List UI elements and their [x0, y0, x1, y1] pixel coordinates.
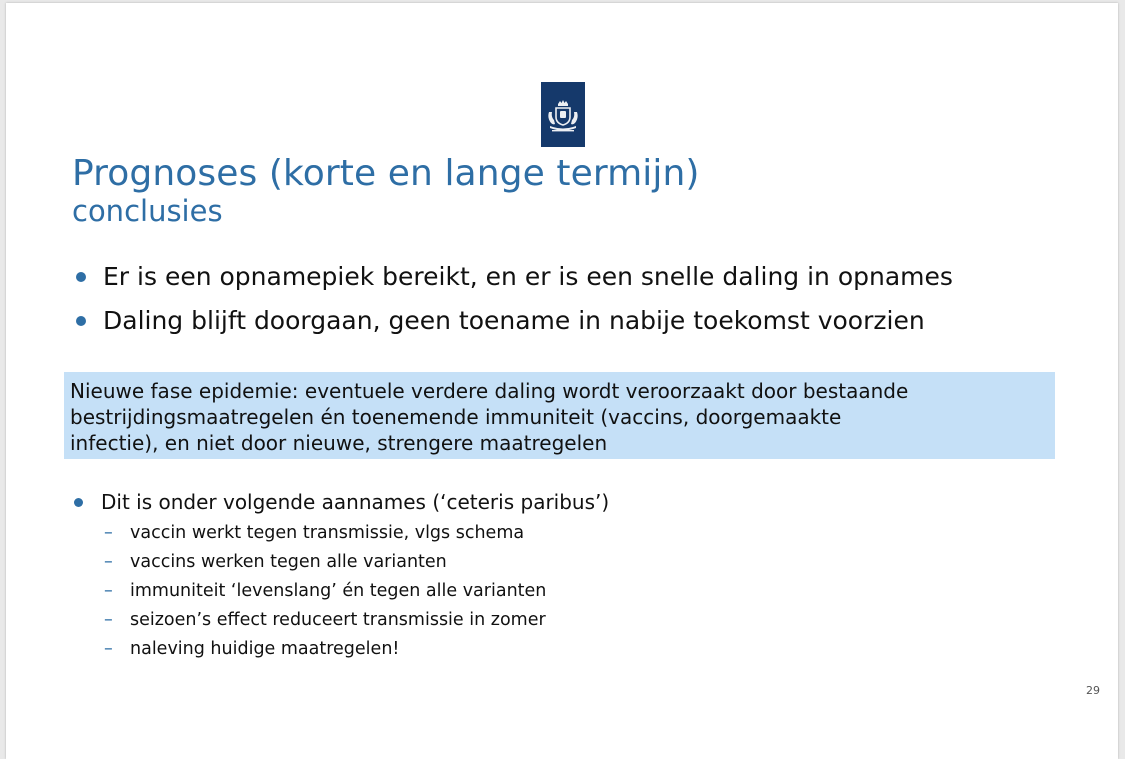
- assumption-text: seizoen’s effect reduceert transmissie in zomer: [130, 610, 546, 630]
- bullet-item: [76, 258, 953, 302]
- dash-icon: –: [104, 552, 113, 572]
- assumptions-list: [74, 519, 609, 664]
- assumption-item: [74, 635, 609, 664]
- assumption-text: immuniteit ‘levenslang’ én tegen alle varianten: [130, 581, 547, 601]
- highlight-box: [64, 372, 1055, 459]
- dash-icon: –: [104, 639, 113, 659]
- assumption-text: vaccin werkt tegen transmissie, vlgs schema: [130, 523, 525, 543]
- assumption-text: naleving huidige maatregelen!: [130, 639, 400, 659]
- assumptions-section: [74, 487, 609, 664]
- bullet-dot-icon: [76, 316, 86, 326]
- bullet-text: Er is een opnamepiek bereikt, en er is een snelle daling in opnames: [103, 262, 953, 291]
- coat-of-arms-icon: [541, 82, 585, 147]
- dash-icon: –: [104, 581, 113, 601]
- bullet-dot-icon: [76, 272, 86, 282]
- slide-title: Prognoses (korte en lange termijn): [72, 153, 700, 194]
- assumption-item: [74, 577, 609, 606]
- assumption-item: [74, 548, 609, 577]
- assumption-text: vaccins werken tegen alle varianten: [130, 552, 447, 572]
- dash-icon: –: [104, 523, 113, 543]
- assumptions-heading-text: Dit is onder volgende aannames (‘ceteris paribus’): [101, 490, 610, 514]
- main-bullet-list: [76, 258, 953, 346]
- assumption-item: [74, 519, 609, 548]
- rijksoverheid-logo: [541, 82, 585, 147]
- bullet-text: Daling blijft doorgaan, geen toename in nabije toekomst voorzien: [103, 306, 925, 335]
- highlight-line: Nieuwe fase epidemie: eventuele verdere daling wordt veroorzaakt door bestaande: [70, 379, 909, 403]
- assumption-item: [74, 606, 609, 635]
- highlight-line: bestrijdingsmaatregelen én toenemende immuniteit (vaccins, doorgemaakte: [70, 405, 842, 429]
- slide-subtitle: conclusies: [72, 194, 223, 228]
- bullet-dot-icon: [74, 498, 83, 507]
- highlight-line: infectie), en niet door nieuwe, strengere maatregelen: [70, 431, 608, 455]
- page-number: 29: [1086, 684, 1100, 697]
- slide: [6, 3, 1118, 759]
- assumptions-heading: [74, 487, 609, 517]
- dash-icon: –: [104, 610, 113, 630]
- bullet-item: [76, 302, 953, 346]
